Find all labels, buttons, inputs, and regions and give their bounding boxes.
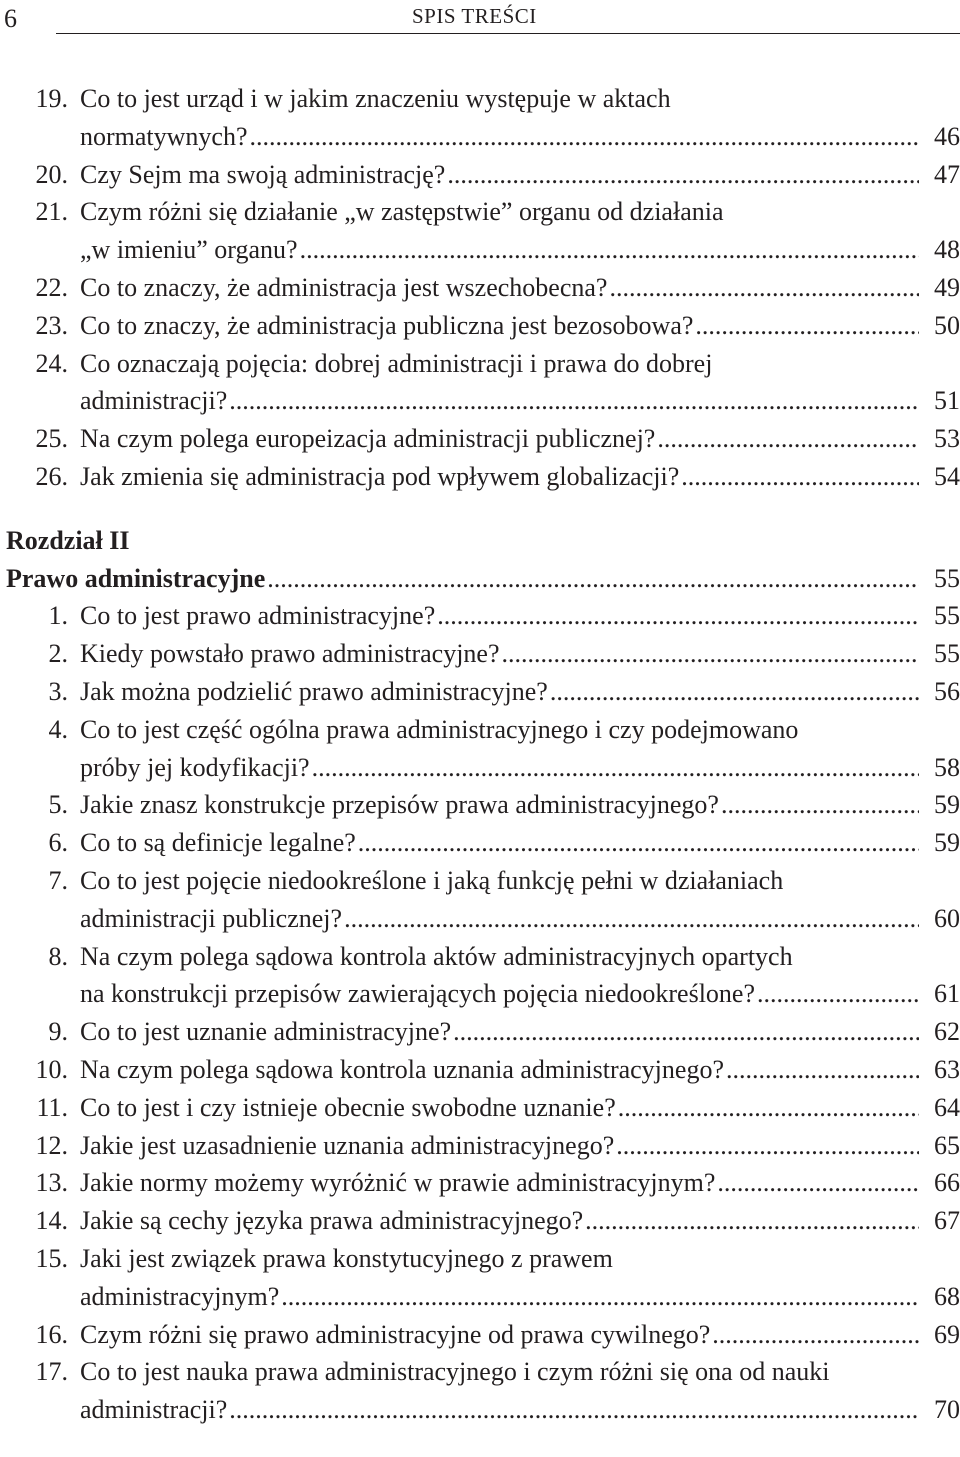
entry-page: 59 xyxy=(934,790,960,820)
leader-dots xyxy=(726,1051,919,1089)
entry-number: 6. xyxy=(48,828,68,858)
entry-page: 65 xyxy=(934,1130,960,1160)
entry-page: 68 xyxy=(934,1281,960,1311)
entry-body xyxy=(80,862,960,938)
leader-dots xyxy=(358,824,919,862)
leader-dots xyxy=(344,900,919,938)
entry-title: Na czym polega europeizacja administracji publicznej? xyxy=(80,424,656,454)
entry-title: Co to znaczy, że administracja publiczna jest bezosobowa? xyxy=(80,310,694,340)
entry-last-line xyxy=(80,673,960,711)
entry-page: 58 xyxy=(934,752,960,782)
leader-dots xyxy=(453,1013,919,1051)
toc-entry[interactable] xyxy=(0,1202,960,1240)
entry-title: „w imieniu” organu? xyxy=(80,235,298,265)
entry-page: 46 xyxy=(934,121,960,151)
toc-entry[interactable] xyxy=(0,938,960,1014)
toc-entry[interactable] xyxy=(0,635,960,673)
entry-number: 25. xyxy=(35,424,68,454)
toc-entry[interactable] xyxy=(0,307,960,345)
entry-title: Czy Sejm ma swoją administrację? xyxy=(80,159,446,189)
entry-text-line: Co to jest nauka prawa administracyjnego i czym różni się ona od nauki xyxy=(80,1357,830,1387)
entry-title: Na czym polega sądowa kontrola uznania administracyjnego? xyxy=(80,1054,724,1084)
entry-page: 70 xyxy=(934,1395,960,1425)
leader-dots xyxy=(550,673,919,711)
entry-page: 63 xyxy=(934,1054,960,1084)
entry-number: 8. xyxy=(48,941,68,971)
entry-body xyxy=(80,1013,960,1051)
chapter-label: Rozdział II xyxy=(6,525,130,555)
leader-dots xyxy=(229,382,919,420)
leader-dots xyxy=(681,458,919,496)
entry-last-line xyxy=(80,269,960,307)
entry-last-line xyxy=(80,1391,960,1429)
leader-dots xyxy=(712,1316,919,1354)
toc-entry[interactable] xyxy=(0,1089,960,1127)
toc-entry[interactable] xyxy=(0,824,960,862)
entry-number: 22. xyxy=(35,272,68,302)
entry-number: 19. xyxy=(35,84,68,113)
entry-title: Co to jest uznanie administracyjne? xyxy=(80,1017,452,1047)
toc-entry[interactable] xyxy=(0,597,960,635)
entry-last-line xyxy=(80,231,960,269)
entry-last-line xyxy=(80,1164,960,1202)
entry-number: 14. xyxy=(35,1206,68,1236)
entry-number: 15. xyxy=(35,1243,68,1273)
toc-entry[interactable] xyxy=(0,862,960,938)
entry-title: Jakie normy możemy wyróżnić w prawie administracyjnym? xyxy=(80,1168,716,1198)
entry-page: 56 xyxy=(934,676,960,706)
entry-last-line xyxy=(80,307,960,345)
entry-page: 60 xyxy=(934,903,960,933)
toc-section-b xyxy=(0,597,960,1429)
entry-number: 3. xyxy=(48,676,68,706)
entry-number: 13. xyxy=(35,1168,68,1198)
toc-entry[interactable] xyxy=(0,1013,960,1051)
chapter-title: Prawo administracyjne xyxy=(6,563,266,593)
toc-entry[interactable] xyxy=(0,156,960,194)
entry-title: Jak można podzielić prawo administracyjne? xyxy=(80,676,548,706)
entry-number: 7. xyxy=(48,865,68,895)
toc-entry[interactable] xyxy=(0,786,960,824)
entry-text-line: Na czym polega sądowa kontrola aktów administracyjnych opartych xyxy=(80,941,793,971)
entry-title: administracji? xyxy=(80,386,228,416)
entry-text-line: Czym różni się działanie „w zastępstwie” organu od działania xyxy=(80,197,724,227)
entry-body xyxy=(80,1164,960,1202)
entry-number: 2. xyxy=(48,639,68,669)
entry-last-line xyxy=(80,1089,960,1127)
toc-entry[interactable] xyxy=(0,1127,960,1165)
toc-entry[interactable] xyxy=(0,673,960,711)
entry-body xyxy=(80,193,960,269)
leader-dots xyxy=(229,1391,919,1429)
entry-title: normatywnych? xyxy=(80,121,248,151)
entry-title: Co to jest prawo administracyjne? xyxy=(80,601,436,631)
entry-body xyxy=(80,458,960,496)
entry-text-line: Co to jest pojęcie niedookreślone i jaką funkcję pełni w działaniach xyxy=(80,865,784,895)
toc-entry[interactable] xyxy=(0,269,960,307)
entry-page: 61 xyxy=(934,979,960,1009)
leader-dots xyxy=(757,975,919,1013)
running-head: SPIS TREŚCI xyxy=(412,4,537,28)
entry-body xyxy=(80,420,960,458)
entry-body xyxy=(80,307,960,345)
entry-body xyxy=(80,673,960,711)
chapter-title-row[interactable] xyxy=(0,560,960,598)
page-header xyxy=(0,0,960,40)
toc-entry[interactable] xyxy=(0,80,960,156)
entry-last-line xyxy=(80,749,960,787)
leader-dots xyxy=(717,1164,919,1202)
entry-title: administracji publicznej? xyxy=(80,903,343,933)
leader-dots xyxy=(267,560,919,598)
leader-dots xyxy=(585,1202,919,1240)
entry-number: 1. xyxy=(48,601,68,631)
toc-entry[interactable] xyxy=(0,1240,960,1316)
leader-dots xyxy=(300,231,919,269)
entry-title: Co to są definicje legalne? xyxy=(80,828,356,858)
table-of-contents xyxy=(0,80,960,1429)
entry-page: 59 xyxy=(934,828,960,858)
entry-last-line xyxy=(80,597,960,635)
leader-dots xyxy=(502,635,920,673)
entry-last-line xyxy=(80,420,960,458)
entry-body xyxy=(80,938,960,1014)
entry-title: administracji? xyxy=(80,1395,228,1425)
leader-dots xyxy=(609,269,919,307)
entry-body xyxy=(80,1316,960,1354)
entry-last-line xyxy=(80,382,960,420)
entry-number: 21. xyxy=(35,197,68,227)
entry-page: 51 xyxy=(934,386,960,416)
entry-title: Jakie są cechy języka prawa administracyjnego? xyxy=(80,1206,584,1236)
entry-title: próby jej kodyfikacji? xyxy=(80,752,310,782)
entry-title: Co to znaczy, że administracja jest wszechobecna? xyxy=(80,272,608,302)
entry-number: 10. xyxy=(35,1054,68,1084)
entry-last-line xyxy=(80,1202,960,1240)
entry-last-line xyxy=(80,458,960,496)
entry-number: 24. xyxy=(35,348,68,378)
entry-page: 66 xyxy=(934,1168,960,1198)
entry-page: 54 xyxy=(934,461,960,491)
toc-entry[interactable] xyxy=(0,1353,960,1429)
toc-entry[interactable] xyxy=(0,711,960,787)
entry-title: Co to jest i czy istnieje obecnie swobodne uznanie? xyxy=(80,1092,616,1122)
entry-last-line xyxy=(80,975,960,1013)
leader-dots xyxy=(618,1089,919,1127)
leader-dots xyxy=(281,1278,919,1316)
entry-number: 17. xyxy=(35,1357,68,1387)
entry-number: 9. xyxy=(48,1017,68,1047)
entry-page: 55 xyxy=(934,601,960,631)
toc-entry[interactable] xyxy=(0,1051,960,1089)
entry-body xyxy=(80,269,960,307)
toc-entry[interactable] xyxy=(0,1316,960,1354)
leader-dots xyxy=(437,597,919,635)
entry-body xyxy=(80,711,960,787)
entry-body xyxy=(80,635,960,673)
entry-last-line xyxy=(80,1013,960,1051)
entry-last-line xyxy=(80,1051,960,1089)
leader-dots xyxy=(312,749,919,787)
entry-text-line: Co oznaczają pojęcia: dobrej administracji i prawa do dobrej xyxy=(80,348,713,378)
entry-page: 55 xyxy=(934,639,960,669)
toc-section-a xyxy=(0,80,960,496)
entry-title: Jakie znasz konstrukcje przepisów prawa administracyjnego? xyxy=(80,790,719,820)
leader-dots xyxy=(616,1127,919,1165)
entry-text-line: Co to jest część ogólna prawa administracyjnego i czy podejmowano xyxy=(80,714,799,744)
entry-title: Jakie jest uzasadnienie uznania administracyjnego? xyxy=(80,1130,615,1160)
toc-entry[interactable] xyxy=(0,193,960,269)
chapter-page: 55 xyxy=(934,563,960,593)
entry-body xyxy=(80,1240,960,1316)
entry-title: Kiedy powstało prawo administracyjne? xyxy=(80,639,500,669)
entry-last-line xyxy=(80,786,960,824)
entry-body xyxy=(80,1202,960,1240)
entry-last-line xyxy=(80,824,960,862)
entry-body xyxy=(80,824,960,862)
toc-entry[interactable] xyxy=(0,458,960,496)
entry-body xyxy=(80,156,960,194)
entry-text-line: Jaki jest związek prawa konstytucyjnego z prawem xyxy=(80,1243,613,1273)
entry-last-line xyxy=(80,156,960,194)
toc-entry[interactable] xyxy=(0,420,960,458)
entry-title: Czym różni się prawo administracyjne od prawa cywilnego? xyxy=(80,1319,711,1349)
leader-dots xyxy=(657,420,919,458)
entry-last-line xyxy=(80,635,960,673)
entry-title: Jak zmienia się administracja pod wpływem globalizacji? xyxy=(80,461,680,491)
toc-entry[interactable] xyxy=(0,345,960,421)
entry-body xyxy=(80,80,960,156)
entry-page: 50 xyxy=(934,310,960,340)
entry-body xyxy=(80,786,960,824)
entry-page: 64 xyxy=(934,1092,960,1122)
page-number: 6 xyxy=(4,4,17,33)
leader-dots xyxy=(695,307,919,345)
entry-last-line xyxy=(80,1278,960,1316)
entry-number: 20. xyxy=(35,159,68,189)
entry-last-line xyxy=(80,1316,960,1354)
entry-page: 69 xyxy=(934,1319,960,1349)
entry-last-line xyxy=(80,1127,960,1165)
entry-page: 49 xyxy=(934,272,960,302)
entry-page: 47 xyxy=(934,159,960,189)
leader-dots xyxy=(721,786,919,824)
entry-number: 12. xyxy=(35,1130,68,1160)
entry-page: 48 xyxy=(934,235,960,265)
entry-body xyxy=(80,1353,960,1429)
entry-number: 4. xyxy=(48,714,68,744)
entry-body xyxy=(80,345,960,421)
entry-body xyxy=(80,597,960,635)
entry-last-line xyxy=(80,900,960,938)
entry-body xyxy=(80,1089,960,1127)
entry-text-line: Co to jest urząd i w jakim znaczeniu występuje w aktach xyxy=(80,84,671,113)
leader-dots xyxy=(250,118,919,156)
entry-title: administracyjnym? xyxy=(80,1281,280,1311)
toc-entry[interactable] xyxy=(0,1164,960,1202)
entry-number: 5. xyxy=(48,790,68,820)
entry-page: 62 xyxy=(934,1017,960,1047)
entry-last-line xyxy=(80,118,960,156)
entry-page: 67 xyxy=(934,1206,960,1236)
entry-title: na konstrukcji przepisów zawierających pojęcia niedookreślone? xyxy=(80,979,755,1009)
entry-number: 23. xyxy=(35,310,68,340)
leader-dots xyxy=(447,156,919,194)
header-rule xyxy=(56,33,960,34)
entry-page: 53 xyxy=(934,424,960,454)
entry-body xyxy=(80,1051,960,1089)
entry-number: 11. xyxy=(36,1092,68,1122)
entry-number: 26. xyxy=(35,461,68,491)
entry-number: 16. xyxy=(35,1319,68,1349)
entry-body xyxy=(80,1127,960,1165)
